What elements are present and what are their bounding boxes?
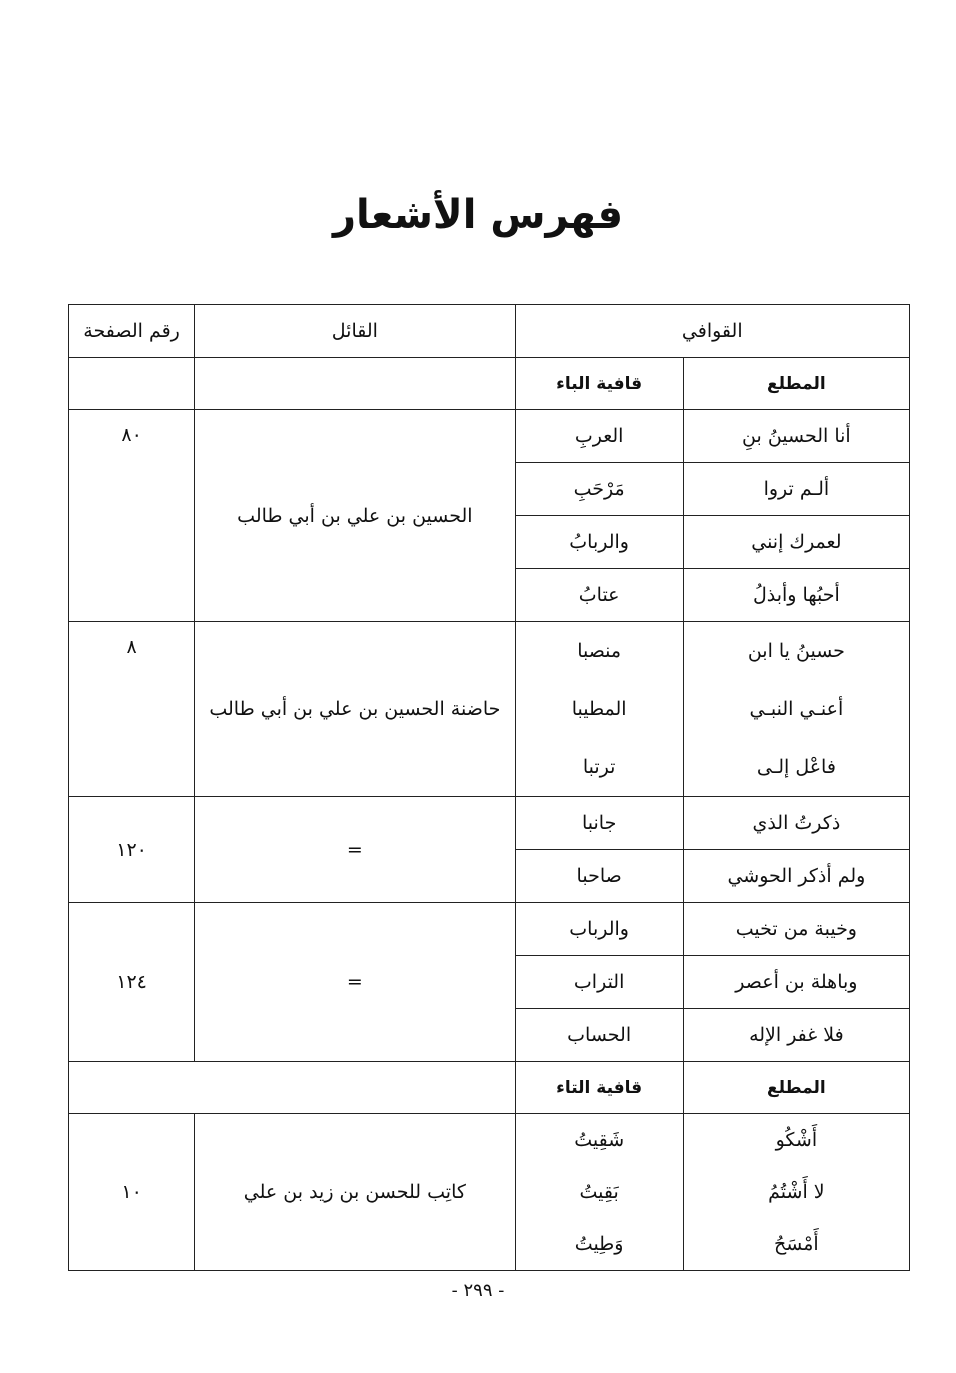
- page-cell: ١٢٠: [69, 797, 195, 903]
- matla-cell: ألـم تروا: [683, 463, 909, 516]
- section-ba-row: [69, 358, 910, 410]
- qafia-cell: العربِ: [515, 410, 683, 463]
- header-row: [69, 305, 910, 358]
- qafia-line: بَقِيتُ: [579, 1181, 619, 1203]
- table-row: [69, 797, 910, 850]
- matla-line: فاعْل إلـى: [756, 756, 836, 778]
- matla-stack-cell: [683, 622, 909, 797]
- poetry-index-table: [68, 304, 910, 1271]
- matla-cell: أحبُها وأبذلُ: [683, 569, 909, 622]
- section-ta-matla-label: المطلع: [683, 1062, 909, 1114]
- qafia-line: شَقِيتُ: [574, 1129, 625, 1151]
- matla-cell: ذكرتُ الذي: [683, 797, 909, 850]
- qaail-cell: كاتِب للحسن بن زيد بن علي: [195, 1114, 515, 1271]
- page-title: فهرس الأشعار: [332, 192, 624, 238]
- qafia-stack-cell: [515, 622, 683, 797]
- qafia-cell: الحساب: [515, 1009, 683, 1062]
- qaail-cell: =: [195, 903, 515, 1062]
- qafia-cell: صاحبا: [515, 850, 683, 903]
- page-cell: ١٢٤: [69, 903, 195, 1062]
- empty-cell: [195, 358, 515, 410]
- table-row: [69, 1114, 910, 1271]
- qaail-cell: حاضنة الحسين بن علي بن أبي طالب: [195, 622, 515, 797]
- matla-line: أعنـي النبـي: [749, 698, 844, 720]
- footer-page-number: - ٢٩٩ -: [451, 1280, 505, 1301]
- qafia-line: ترتبا: [582, 756, 616, 778]
- page-cell: ٨٠: [69, 410, 195, 622]
- matla-cell: ولم أذكر الحوشي: [683, 850, 909, 903]
- empty-cell: [69, 358, 195, 410]
- matla-line: أَمْسَحُ: [774, 1233, 819, 1255]
- qafia-cell: والربابُ: [515, 516, 683, 569]
- header-qawafi: القوافي: [515, 305, 909, 358]
- qafia-cell: مَرْحَبِ: [515, 463, 683, 516]
- page-cell: ١٠: [69, 1114, 195, 1271]
- table-row: [69, 903, 910, 956]
- page-cell: ٨: [69, 622, 195, 797]
- section-ba-matla-label: المطلع: [683, 358, 909, 410]
- section-ba-qafia-label: قافية الباء: [515, 358, 683, 410]
- qaail-cell: الحسين بن علي بن أبي طالب: [195, 410, 515, 622]
- qafia-line: منصبا: [577, 640, 622, 662]
- matla-cell: وخيبة من تخيب: [683, 903, 909, 956]
- table-row: [69, 410, 910, 463]
- table-row: [69, 622, 910, 797]
- matla-cell: أنا الحسينُ بنِ: [683, 410, 909, 463]
- matla-line: لا أَشْتُمُ: [768, 1181, 825, 1203]
- section-ta-qafia-label: قافية التاء: [515, 1062, 683, 1114]
- matla-cell: وباهلة بن أعصر: [683, 956, 909, 1009]
- matla-stack-cell: [683, 1114, 909, 1271]
- matla-cell: لعمرك إنني: [683, 516, 909, 569]
- qafia-line: المطيبا: [571, 698, 627, 720]
- qaail-cell: =: [195, 797, 515, 903]
- empty-cell: [69, 1062, 516, 1114]
- header-page: رقم الصفحة: [69, 305, 195, 358]
- matla-cell: فلا غفر الإله: [683, 1009, 909, 1062]
- matla-line: أَشْكُو: [775, 1129, 818, 1151]
- qafia-cell: جانبا: [515, 797, 683, 850]
- qafia-cell: عتابُ: [515, 569, 683, 622]
- qafia-line: وَطِيتُ: [574, 1233, 624, 1255]
- section-ta-row: [69, 1062, 910, 1114]
- header-qaail: القائل: [195, 305, 515, 358]
- qafia-cell: والرباب: [515, 903, 683, 956]
- qafia-cell: التراب: [515, 956, 683, 1009]
- qafia-stack-cell: [515, 1114, 683, 1271]
- matla-line: حسينُ يا ابن: [747, 640, 845, 662]
